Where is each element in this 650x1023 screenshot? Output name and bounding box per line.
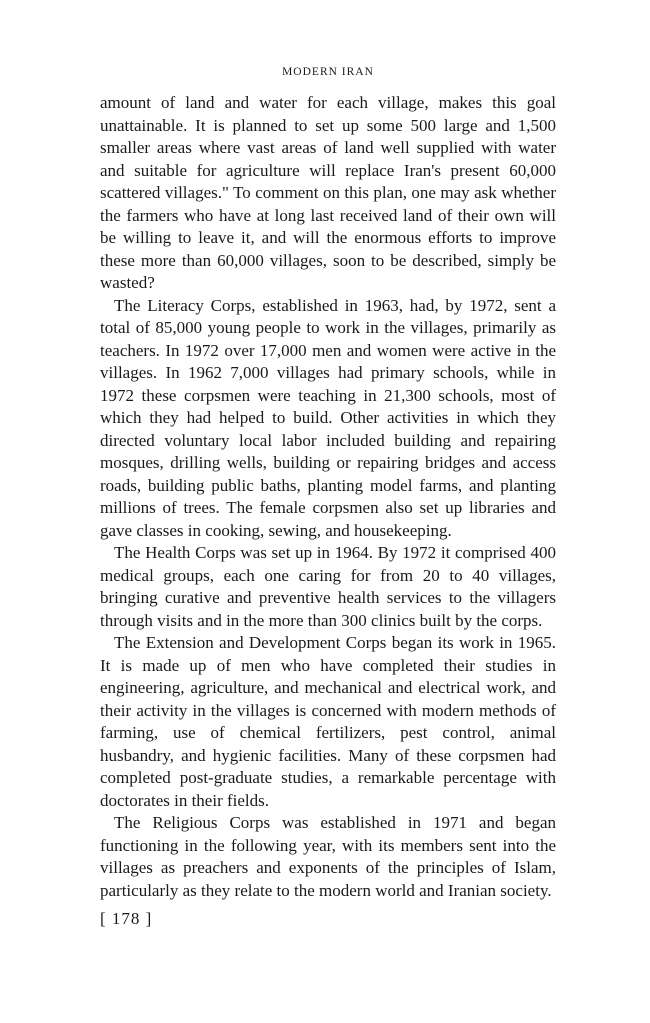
running-head: MODERN IRAN <box>282 66 374 78</box>
page-number: [ 178 ] <box>100 909 153 928</box>
paragraph-health-corps: The Health Corps was set up in 1964. By 1972 it comprised 400 medical groups, each one caring for from 20 to 40 villages, bringing curative and preventive health services to the villagers through visits and in the more than 300 clinics built by the corps. <box>100 543 556 630</box>
paragraph-extension-corps: The Extension and Development Corps began its work in 1965. It is made up of men who have completed their studies in engineering, agriculture, and mechanical and electrical work, and their activity in the villages is concerned with modern methods of farming, use of chemical fertilizers, pest control, animal husbandry, and hygienic facilities. Many of these corpsmen had completed post-graduate studies, a remarkable percentage with doctorates in their fields. <box>100 633 556 810</box>
paragraph-religious-corps: The Religious Corps was established in 1971 and began functioning in the following year, with its members sent into the villages as preachers and exponents of the principles of Islam, particularly as they relate to the modern world and Iranian society. <box>100 813 556 900</box>
paragraph-literacy-corps: The Literacy Corps, established in 1963, had, by 1972, sent a total of 85,000 young people to work in the villages, primarily as teachers. In 1972 over 17,000 men and women were active in the villages. In 1962 7,000 villages had primary schools, while in 1972 these corpsmen were teaching in 21,300 schools, most of which they had helped to build. Other activities in which they directed voluntary local labor included building and repairing mosques, drilling wells, building or repairing bridges and access roads, building public baths, planting model farms, and planting millions of trees. The female corpsmen also set up libraries and gave classes in cooking, sewing, and housekeeping. <box>100 295 556 540</box>
body-text <box>100 92 556 902</box>
paragraph-1: amount of land and water for each village, makes this goal unattainable. It is planned to set up some 500 large and 1,500 smaller areas where vast areas of land well supplied with water and suitable for agriculture will replace Iran's present 60,000 scattered villages." To comment on this plan, one may ask whether the farmers who have at long last received land of their own will be willing to leave it, and will the enormous efforts to improve these more than 60,000 villages, soon to be described, simply be wasted? <box>100 93 556 292</box>
page <box>100 64 556 902</box>
